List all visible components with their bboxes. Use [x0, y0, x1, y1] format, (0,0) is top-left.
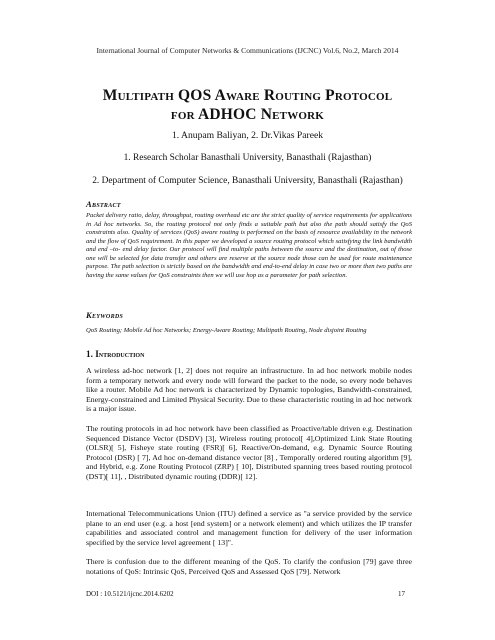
abstract-text: Packet delivery ratio, delay, throughput, routing overhead etc are the strict quality of service requirements for applications in Ad hoc networks. So, the routing protocol not only finds a suitable path but also the path should satisfy the QoS constraints also. Quality of services (QoS) aware routing is performed on the basis of resource availability in the network and the flow of QoS requirement. In this paper we developed a source routing protocol which satisfying the link bandwidth and end –to- end delay factor. Our protocol will find multiple paths between the source and the destination, out of those one will be selected for data transfer and others are reserve at the source node those can be used for route maintenance purpose. The path selection is strictly based on the bandwidth and end-to-end delay in case two or more then two paths are having the same values for QoS constraints then we will use hop as a parameter for path selection.	[86, 212, 412, 279]
intro-paragraph-3: International Telecommunications Union (ITU) defined a service as "a service provided by the service plane to an end user (e.g. a host [end system] or a network element) and which utilizes the IP transfer capabilities and associated control and management function for delivery of the user information specified by the service level agreement [ 13]".	[86, 509, 412, 547]
intro-paragraph-1: A wireless ad-hoc network [1, 2] does not require an infrastructure. In ad hoc network mobile nodes form a temporary network and every node will forward the packet to the node, so every node behaves like a router. Mobile Ad hoc network is characterized by Dynamic topologies, Bandwidth-constrained, Energy-constrained and Limited Physical Security. Due to these characteristic routing in ad hoc network is a major issue.	[86, 366, 412, 414]
page-number: 17	[398, 590, 405, 598]
section-heading-introduction: 1. Introduction	[86, 349, 145, 359]
journal-header: International Journal of Computer Networks & Communications (IJCNC) Vol.6, No.2, March 2014	[96, 46, 399, 55]
affiliation-2: 2. Department of Computer Science, Banasthali University, Banasthali (Rajasthan)	[92, 176, 403, 186]
paper-title	[60, 86, 435, 124]
title-line-1: Multipath QOS Aware Routing Protocol	[102, 87, 393, 104]
keywords-heading: Keywords	[86, 310, 124, 320]
intro-paragraph-2: The routing protocols in ad hoc network have been classified as Proactive/table driven e.g. Destination Sequenced Distance Vector (DSDV) [3], Wireless routing protocol[ 4],Optimized Link State Routing (OLSR)[ 5], Fisheye state routing (FSR)[ 6], Reactive/On-demand, e.g. Dynamic Source Routing Protocol (DSR) [ 7], Ad hoc on-demand distance vector [8] , Temporally ordered routing algorithm [9], and Hybrid, e.g. Zone Routing Protocol (ZRP) [ 10], Distributed spanning trees based routing protocol (DST)[ 11], , Distributed dynamic routing (DDR)[ 12].	[86, 424, 412, 481]
affiliation-1: 1. Research Scholar Banasthali University, Banasthali (Rajasthan)	[123, 153, 372, 163]
doi: DOI : 10.5121/ijcnc.2014.6202	[86, 590, 174, 598]
intro-paragraph-4: There is confusion due to the different meaning of the QoS. To clarify the confusion [79] gave three notations of QoS: Intrinsic QoS, Perceived QoS and Assessed QoS [79]. Network	[86, 557, 412, 576]
title-line-2: for ADHOC Network	[170, 106, 325, 123]
abstract-heading: Abstract	[86, 199, 121, 209]
keywords-text: QoS Routing; Mobile Ad hoc Networks; Energy-Aware Routing; Multipath Routing, Node disjoint Routing	[86, 327, 367, 334]
authors: 1. Anupam Baliyan, 2. Dr.Vikas Pareek	[171, 130, 324, 141]
